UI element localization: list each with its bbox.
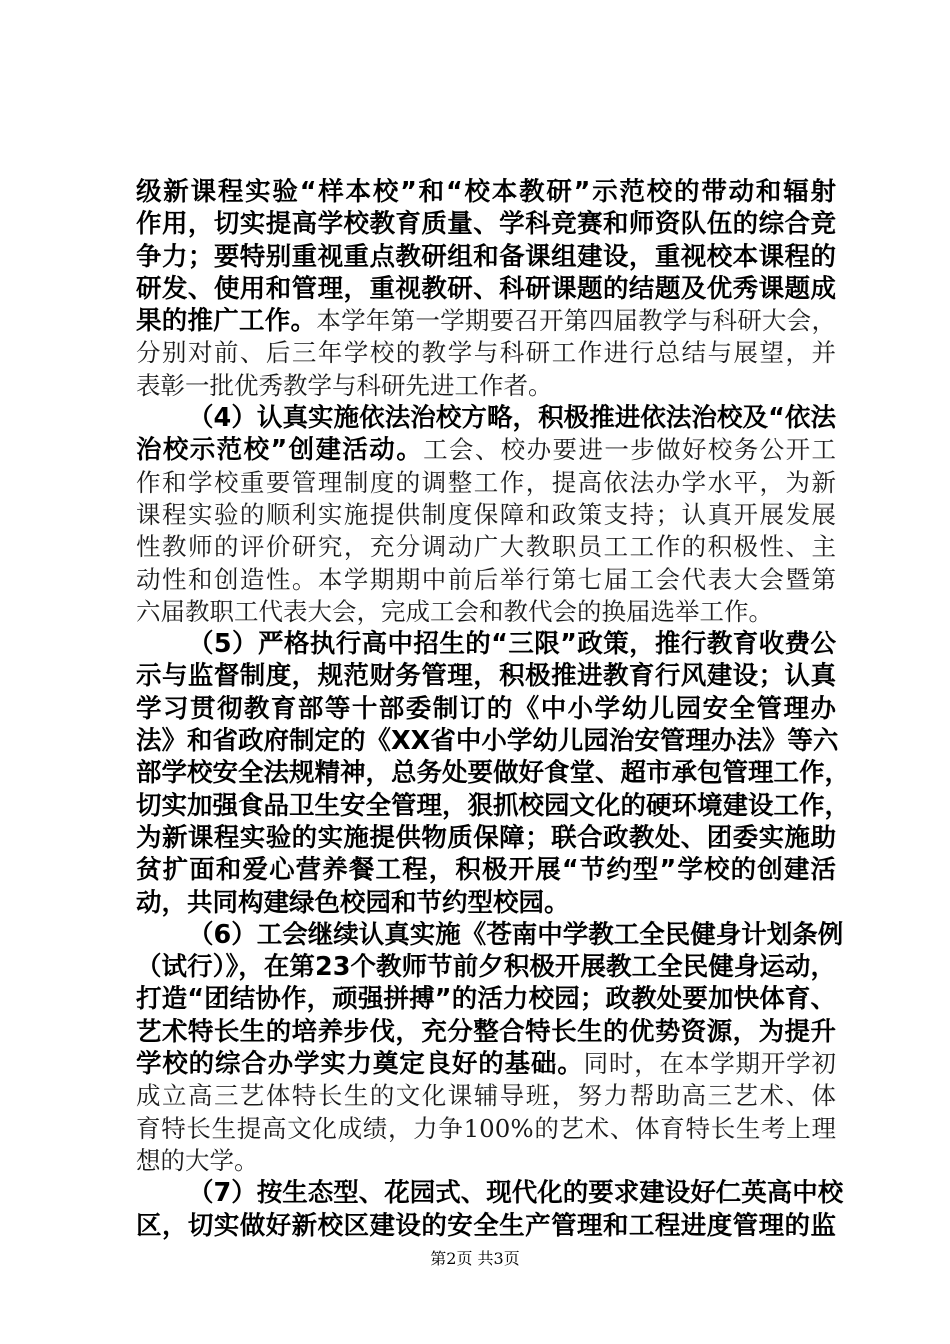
bold-text: （7）按生态型、花园式、现代化的要求建设好仁英高中校: [188, 1178, 844, 1209]
text-line: [136, 951, 836, 983]
text-line: [136, 693, 836, 725]
text-line: [136, 1080, 836, 1112]
bold-text: 研发、使用和管理，重视教研、科研课题的结题及优秀课题成: [136, 273, 836, 304]
bold-text: 作用，切实提高学校教育质量、学科竞赛和师资队伍的综合竞: [136, 209, 836, 240]
text-line: [136, 1210, 836, 1242]
page-footer: 第2页 共3页: [430, 1249, 520, 1268]
text-line: [136, 337, 836, 369]
text-line: [136, 370, 836, 402]
text-line: [136, 402, 836, 434]
bold-text: 学习贯彻教育部等十部委制订的《中小学幼儿园安全管理办: [136, 693, 836, 724]
light-text: 表彰一批优秀教学与科研先进工作者。: [136, 370, 553, 400]
text-line: [136, 531, 836, 563]
light-text: 动性和创造性。本学期期中前后举行第七届工会代表大会暨第: [136, 564, 836, 594]
light-text: 想的大学。: [136, 1145, 259, 1175]
light-text: 六届教职工代表大会，完成工会和教代会的换届选举工作。: [136, 596, 773, 626]
text-line: [136, 660, 836, 692]
text-line: [136, 176, 836, 208]
text-line: [136, 757, 851, 789]
text-line: [136, 1177, 844, 1209]
light-text: 分别对前、后三年学校的教学与科研工作进行总结与展望，并: [136, 338, 836, 368]
bold-text: （4）认真实施依法治校方略，积极推进依法治校及“依法: [188, 403, 836, 434]
bold-text: 贫扩面和爱心营养餐工程，积极开展“节约型”学校的创建活: [136, 855, 836, 886]
bold-text: 治校示范校”创建活动。: [136, 435, 424, 466]
text-line: [136, 1113, 836, 1145]
text-line: [136, 854, 836, 886]
text-line: [136, 208, 836, 240]
text-line: [136, 790, 851, 822]
text-line: [136, 822, 836, 854]
text-line: [136, 1145, 836, 1177]
light-text: 育特长生提高文化成绩，力争100%的艺术、体育特长生考上理: [136, 1113, 836, 1143]
bold-text: 区，切实做好新校区建设的安全生产管理和工程进度管理的监: [136, 1210, 836, 1241]
text-line: [136, 983, 836, 1015]
text-line: [136, 725, 839, 757]
text-line: [136, 273, 836, 305]
light-text: 成立高三艺体特长生的文化课辅导班，努力帮助高三艺术、体: [136, 1081, 836, 1111]
bold-text: 级新课程实验“样本校”和“校本教研”示范校的带动和辐射: [136, 177, 836, 207]
bold-text: 部学校安全法规精神，总务处要做好食堂、超市承包管理工作，: [136, 758, 851, 789]
body-text: [136, 176, 851, 1242]
light-text: 课程实验的顺利实施提供制度保障和政策支持；认真开展发展: [136, 499, 836, 529]
bold-text: 争力；要特别重视重点教研组和备课组建设，重视校本课程的: [136, 241, 836, 272]
light-text: 本学年第一学期要召开第四届教学与科研大会，: [316, 306, 836, 336]
bold-text: （5）严格执行高中招生的“三限”政策，推行教育收费公: [188, 629, 836, 660]
light-text: 工会、校办要进一步做好校务公开工: [423, 435, 836, 465]
bold-text: （6）工会继续认真实施《苍南中学教工全民健身计划条例: [188, 919, 844, 950]
text-line: [136, 628, 836, 660]
bold-text: 果的推广工作。: [136, 306, 317, 337]
text-line: [136, 887, 836, 919]
bold-text: 为新课程实验的实施提供物质保障；联合政教处、团委实施助: [136, 822, 836, 853]
text-line: [136, 1016, 836, 1048]
text-line: [136, 241, 836, 273]
text-line: [136, 434, 836, 466]
bold-text: 动，共同构建绿色校园和节约型校园。: [136, 887, 570, 918]
text-line: [136, 1048, 836, 1080]
text-line: [136, 499, 836, 531]
bold-text: 学校的综合办学实力奠定良好的基础。: [136, 1049, 584, 1080]
light-text: 作和学校重要管理制度的调整工作，提高依法办学水平，为新: [136, 467, 836, 497]
bold-text: 艺术特长生的培养步伐，充分整合特长生的优势资源，为提升: [136, 1016, 836, 1047]
light-text: 同时，在本学期开学初: [583, 1049, 836, 1079]
bold-text: 打造“团结协作，顽强拼搏”的活力校园；政教处要加快体育、: [136, 984, 836, 1015]
text-line: [136, 305, 836, 337]
text-line: [136, 467, 836, 499]
text-line: [136, 564, 836, 596]
text-line: [136, 919, 844, 951]
bold-text: 切实加强食品卫生安全管理，狠抓校园文化的硬环境建设工作，: [136, 790, 851, 821]
light-text: 性教师的评价研究，充分调动广大教职员工工作的积极性、主: [136, 532, 836, 562]
bold-text: （试行）》，在第23个教师节前夕积极开展教工全民健身运动，: [136, 952, 836, 983]
text-line: [136, 596, 836, 628]
bold-text: 示与监督制度，规范财务管理，积极推进教育行风建设；认真: [136, 661, 836, 692]
bold-text: 法》和省政府制定的《XX省中小学幼儿园治安管理办法》等六: [136, 726, 839, 757]
